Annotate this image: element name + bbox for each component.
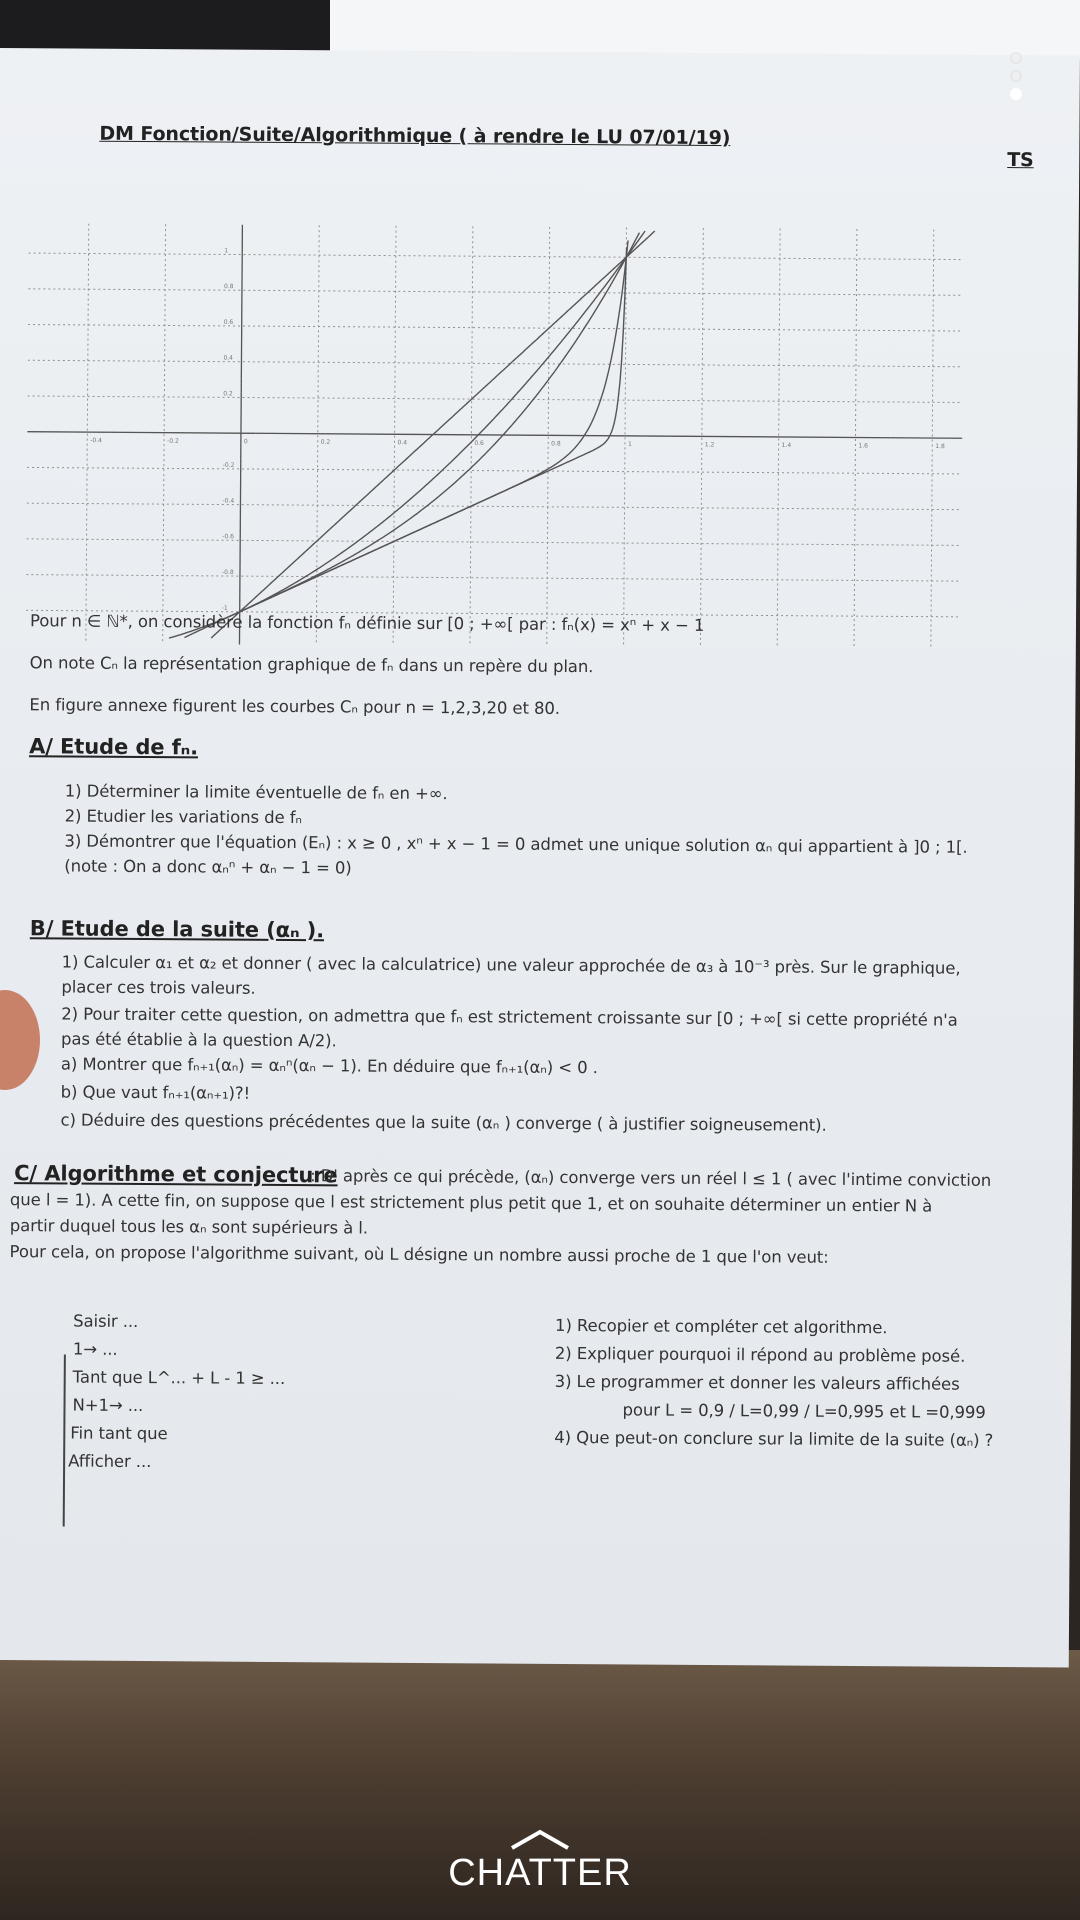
part-b-item-2a: a) Montrer que fₙ₊₁(αₙ) = αₙⁿ(αₙ − 1). En déduire que fₙ₊₁(αₙ) < 0 .	[60, 1054, 598, 1078]
x-tick-label: 1.6	[858, 442, 868, 450]
grid-line-x-9	[777, 228, 780, 648]
y-tick-label: 0.8	[223, 283, 234, 291]
x-tick-label: 1.8	[935, 443, 945, 451]
x-tick-label: 1.2	[704, 441, 715, 449]
y-tick-label: 0.4	[223, 354, 234, 362]
document-content	[0, 48, 1080, 1715]
grid-line-y-7	[28, 360, 963, 367]
algo-line-6: Afficher ...	[68, 1451, 152, 1472]
part-c-line-4: Pour cela, on propose l'algorithme suivant, où L désigne un nombre aussi proche de 1 que l'on veut:	[9, 1242, 829, 1267]
part-b-item-2b: b) Que vaut fₙ₊₁(αₙ₊₁)?!	[60, 1082, 251, 1103]
algo-line-1: Saisir ...	[73, 1311, 139, 1331]
grid-line-x-11	[931, 230, 934, 650]
y-tick-label: -0.2	[222, 461, 235, 469]
page-dot-2[interactable]	[1010, 70, 1022, 82]
x-tick-label: 1.4	[781, 441, 792, 450]
part-a-item-3: 3) Démontrer que l'équation (Eₙ) : x ≥ 0 , xⁿ + x − 1 = 0 admet une unique solution αₙ qui appartient à ]0 ; 1[.	[64, 831, 968, 857]
grid-line-x-8	[700, 228, 703, 648]
grid-line-y-3	[27, 503, 962, 510]
y-tick-label: -1	[221, 604, 228, 612]
part-b-item-2: 2) Pour traiter cette question, on admettra que fₙ est strictement croissante sur [0 ; +∞[ si cette propriété n'a	[61, 1004, 958, 1030]
page-dot-3[interactable]	[1010, 88, 1022, 100]
part-b-item-1-cont: placer ces trois valeurs.	[61, 977, 256, 998]
y-tick-label: 0.2	[223, 390, 233, 398]
part-b-item-2-cont: pas été établie à la question A/2).	[61, 1029, 337, 1051]
intro-line-1: Pour n ∈ ℕ*, on considère la fonction fₙ définie sur [0 ; +∞[ par : fₙ(x) = xⁿ + x − 1	[29, 611, 705, 635]
question-1: 1) Recopier et compléter cet algorithme.	[555, 1315, 888, 1338]
question-4: 4) Que peut-on conclure sur la limite de la suite (αₙ) ?	[554, 1427, 994, 1450]
grid-line-y-8	[28, 325, 963, 332]
function-graph	[26, 223, 964, 650]
curve-n-1	[211, 228, 655, 641]
part-b-heading: B/ Etude de la suite (αₙ ).	[29, 916, 325, 943]
question-2: 2) Expliquer pourquoi il répond au problème posé.	[554, 1343, 966, 1366]
chatter-label[interactable]: CHATTER	[448, 1852, 632, 1894]
part-b-item-2c: c) Déduire des questions précédentes que la suite (αₙ ) converge ( à justifier soigneusement).	[60, 1110, 827, 1135]
part-c-line-3: partir duquel tous les αₙ sont supérieurs à l.	[9, 1216, 369, 1238]
grid-line-x-1	[163, 224, 166, 644]
question-3-values: pour L = 0,9 / L=0,99 / L=0,995 et L =0,999	[622, 1400, 986, 1422]
class-label: TS	[1007, 149, 1034, 172]
paper-sheet	[0, 48, 1080, 1668]
intro-line-3: En figure annexe figurent les courbes Cₙ pour n = 1,2,3,20 et 80.	[29, 695, 561, 718]
intro-line-2: On note Cₙ la représentation graphique de fₙ dans un repère du plan.	[29, 653, 594, 677]
grid-line-x-3	[316, 225, 319, 645]
algo-line-2: 1→ ...	[72, 1339, 118, 1359]
page-indicator[interactable]	[1010, 52, 1022, 106]
x-tick-label: 0.6	[474, 439, 484, 447]
algo-line-4: N+1→ ...	[72, 1395, 144, 1416]
y-axis	[239, 225, 242, 645]
x-tick-label: 0	[243, 438, 248, 446]
algo-line-3: Tant que L^... + L - 1 ≥ ...	[72, 1367, 286, 1389]
algorithm-bracket	[63, 1354, 66, 1526]
doc-title: DM Fonction/Suite/Algorithmique ( à rendre le LU 07/01/19)	[99, 122, 731, 150]
part-a-note: (note : On a donc αₙⁿ + αₙ − 1 = 0)	[64, 856, 352, 878]
part-c-heading: C/ Algorithme et conjecture	[14, 1161, 338, 1188]
grid-line-y-2	[27, 539, 962, 546]
x-tick-label: 0.4	[397, 439, 408, 447]
x-tick-label: -0.4	[90, 437, 103, 445]
page-dot-1[interactable]	[1010, 52, 1022, 64]
grid-line-x-5	[470, 226, 473, 646]
grid-line-x-0	[86, 224, 89, 644]
part-a-item-1: 1) Déterminer la limite éventuelle de fₙ en +∞.	[64, 781, 448, 804]
y-tick-label: -0.4	[222, 497, 235, 505]
part-a-heading: A/ Etude de fₙ.	[29, 734, 199, 760]
algo-line-5: Fin tant que	[70, 1423, 168, 1444]
part-a-item-2: 2) Etudier les variations de fₙ	[64, 806, 303, 828]
chatter-button[interactable]	[0, 1852, 1080, 1895]
x-tick-label: 0.2	[320, 438, 331, 446]
grid-line-x-6	[547, 227, 550, 647]
x-tick-label: -0.2	[167, 437, 179, 445]
grid-line-y-6	[28, 396, 963, 403]
grid-line-y-4	[27, 467, 962, 474]
grid-line-x-4	[393, 226, 396, 646]
x-tick-label: 0.8	[551, 440, 561, 448]
part-b-item-1: 1) Calculer α₁ et α₂ et donner ( avec la calculatrice) une valeur approchée de α₃ à 10⁻³ près. Sur le graphique,	[61, 952, 961, 978]
grid-line-y-9	[28, 289, 963, 296]
y-tick-label: 0.6	[223, 318, 234, 326]
grid-line-y-1	[26, 575, 961, 582]
y-tick-label: -0.8	[221, 568, 234, 577]
y-tick-label: 1	[224, 247, 229, 255]
y-tick-label: -0.6	[222, 533, 234, 541]
part-c-line-2: que l = 1). A cette fin, on suppose que l est strictement plus petit que 1, et on souhaite déterminer un entier N à	[9, 1190, 933, 1216]
question-3: 3) Le programmer et donner les valeurs affichées	[554, 1371, 960, 1394]
grid-line-x-10	[854, 229, 857, 649]
x-tick-label: 1	[627, 440, 632, 448]
grid-line-y-10	[29, 253, 964, 260]
part-c-line-1: : D' après ce qui précède, (αₙ) converge vers un réel l ≤ 1 ( avec l'intime conviction	[310, 1166, 992, 1190]
chevron-up-icon[interactable]	[510, 1828, 570, 1850]
